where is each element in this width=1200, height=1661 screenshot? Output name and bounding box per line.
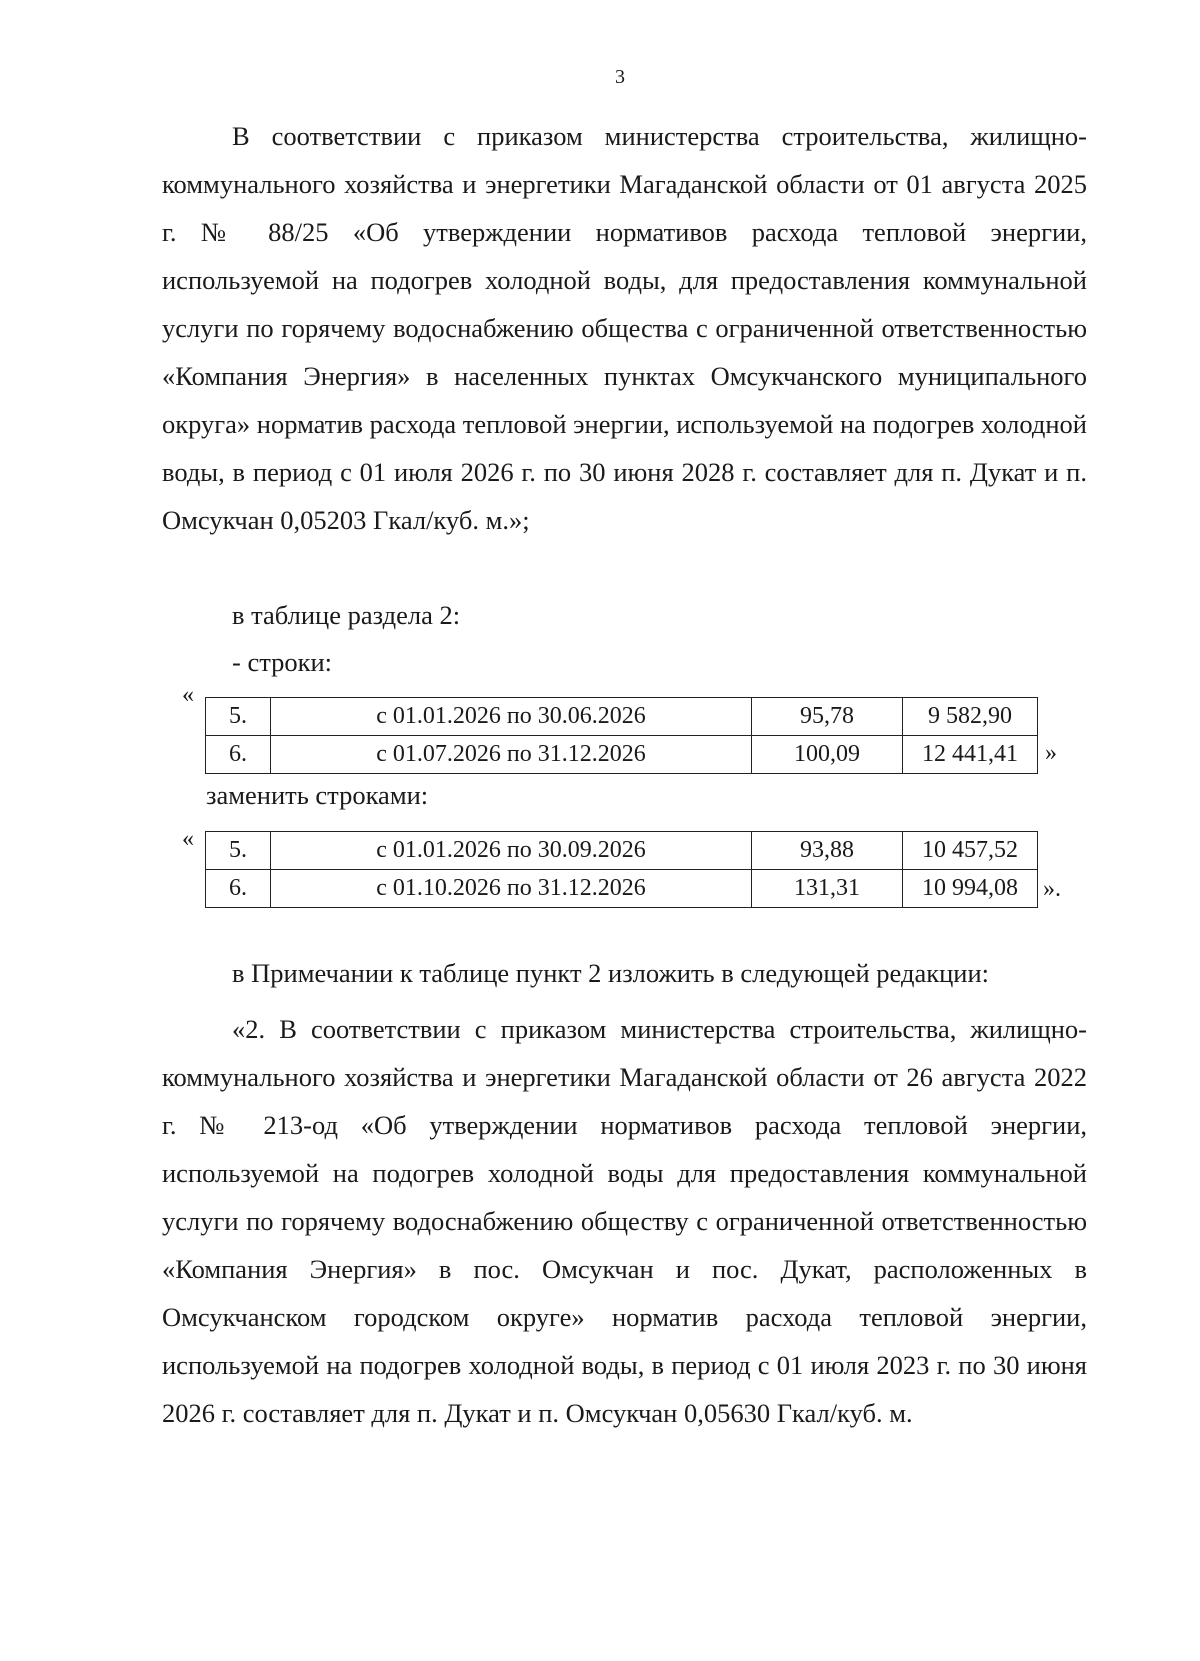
row-number: 5.: [206, 832, 271, 870]
new-rows-close-quote: ».: [1043, 876, 1061, 902]
page-number: 3: [615, 66, 625, 88]
note-intro: в Примечании к таблице пункт 2 изложить в следующей редакции:: [232, 958, 989, 988]
table-row: [206, 736, 1038, 774]
old-rows-open-quote: «: [182, 682, 194, 708]
row-period: с 01.07.2026 по 31.12.2026: [271, 736, 752, 774]
row-number: 6.: [206, 736, 271, 774]
paragraph-1: В соответствии с приказом министерства строительства, жилищно-коммунального хозяйства и энергетики Магаданской области от 01 августа 2025 г. № 88/25 «Об утверждении нормативов расхода тепловой энергии, используемой на подогрев холодной воды, для предоставления коммунальной услуги по горячему водоснабжению общества с ограниченной ответственностью «Компания Энергия» в населенных пунктах Омсукчанского муниципального округа» норматив расхода тепловой энергии, используемой на подогрев холодной воды, в период с 01 июля 2026 г. по 30 июня 2028 г. составляет для п. Дукат и п. Омсукчан 0,05203 Гкал/куб. м.»;: [162, 121, 1087, 535]
row-value-1: 131,31: [752, 870, 903, 908]
row-number: 6.: [206, 870, 271, 908]
row-value-2: 12 441,41: [903, 736, 1038, 774]
paragraph-2: «2. В соответствии с приказом министерства строительства, жилищно-коммунального хозяйства и энергетики Магаданской области от 26 августа 2022 г. № 213-од «Об утверждении нормативов расхода тепловой энергии, используемой на подогрев холодной воды для предоставления коммунальной услуги по горячему водоснабжению обществу с ограниченной ответственностью «Компания Энергия» в пос. Омсукчан и пос. Дукат, расположенных в Омсукчанском городском округе» норматив расхода тепловой энергии, используемой на подогрев холодной воды, в период с 01 июля 2023 г. по 30 июня 2026 г. составляет для п. Дукат и п. Омсукчан 0,05630 Гкал/куб. м.: [162, 1014, 1087, 1428]
row-value-1: 95,78: [752, 698, 903, 736]
replace-label: заменить строками:: [206, 780, 429, 810]
row-period: с 01.01.2026 по 30.06.2026: [271, 698, 752, 736]
row-value-2: 10 994,08: [903, 870, 1038, 908]
table-row: [206, 698, 1038, 736]
old-rows-close-quote: »: [1045, 740, 1057, 766]
new-rows-open-quote: «: [182, 826, 194, 852]
row-value-1: 100,09: [752, 736, 903, 774]
rows-label: - строки:: [232, 647, 333, 677]
row-value-2: 9 582,90: [903, 698, 1038, 736]
new-rows-table: [205, 831, 1038, 908]
table-row: [206, 870, 1038, 908]
row-value-2: 10 457,52: [903, 832, 1038, 870]
table-intro: в таблице раздела 2:: [232, 600, 461, 630]
row-number: 5.: [206, 698, 271, 736]
row-period: с 01.01.2026 по 30.09.2026: [271, 832, 752, 870]
old-rows-table: [205, 697, 1038, 774]
row-period: с 01.10.2026 по 31.12.2026: [271, 870, 752, 908]
table-row: [206, 832, 1038, 870]
row-value-1: 93,88: [752, 832, 903, 870]
